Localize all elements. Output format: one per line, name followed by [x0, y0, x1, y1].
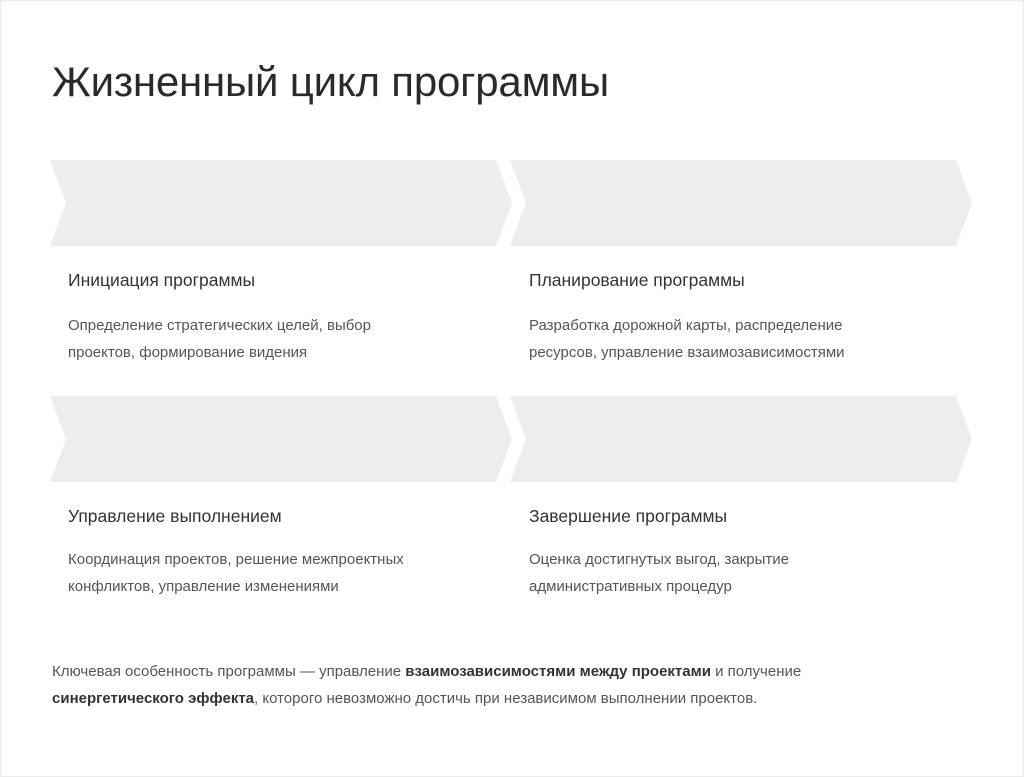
stage-2-title: Планирование программы — [529, 270, 745, 290]
stage-4-desc-line-1: Оценка достигнутых выгод, закрытие — [529, 551, 790, 568]
footer-bold-2: синергетического эффекта — [52, 690, 255, 707]
chevron-stage-1 — [50, 160, 512, 246]
chevron-stage-2 — [510, 160, 972, 246]
footer-text-3: , которого невозможно достичь при независимом выполнении проектов. — [254, 690, 758, 707]
stage-1-description — [68, 312, 478, 366]
stage-3-title: Управление выполнением — [68, 506, 282, 526]
stage-4-description — [529, 546, 939, 600]
stage-1-title: Инициация программы — [68, 270, 256, 290]
stage-1-desc-line-2: проектов, формирование видения — [68, 344, 308, 361]
key-feature-note — [52, 658, 972, 712]
stage-4-title: Завершение программы — [529, 506, 728, 526]
chevron-stage-4 — [510, 396, 972, 482]
footer-text-1: Ключевая особенность программы — управление — [52, 663, 406, 680]
stage-3-description — [68, 546, 478, 600]
chevron-stage-3 — [50, 396, 512, 482]
stage-2-desc-line-2: ресурсов, управление взаимозависимостями — [529, 344, 845, 361]
stage-3-desc-line-1: Координация проектов, решение межпроектных — [68, 551, 404, 568]
footer-bold-1: взаимозависимостями между проектами — [405, 663, 711, 680]
stage-1-desc-line-1: Определение стратегических целей, выбор — [68, 317, 371, 334]
stage-2-desc-line-1: Разработка дорожной карты, распределение — [529, 317, 843, 334]
stage-2-description — [529, 312, 939, 366]
footer-text-2: и получение — [710, 663, 802, 680]
page-title: Жизненный цикл программы — [52, 58, 609, 105]
stage-3-desc-line-2: конфликтов, управление изменениями — [68, 578, 339, 595]
stage-4-desc-line-2: административных процедур — [529, 578, 732, 595]
